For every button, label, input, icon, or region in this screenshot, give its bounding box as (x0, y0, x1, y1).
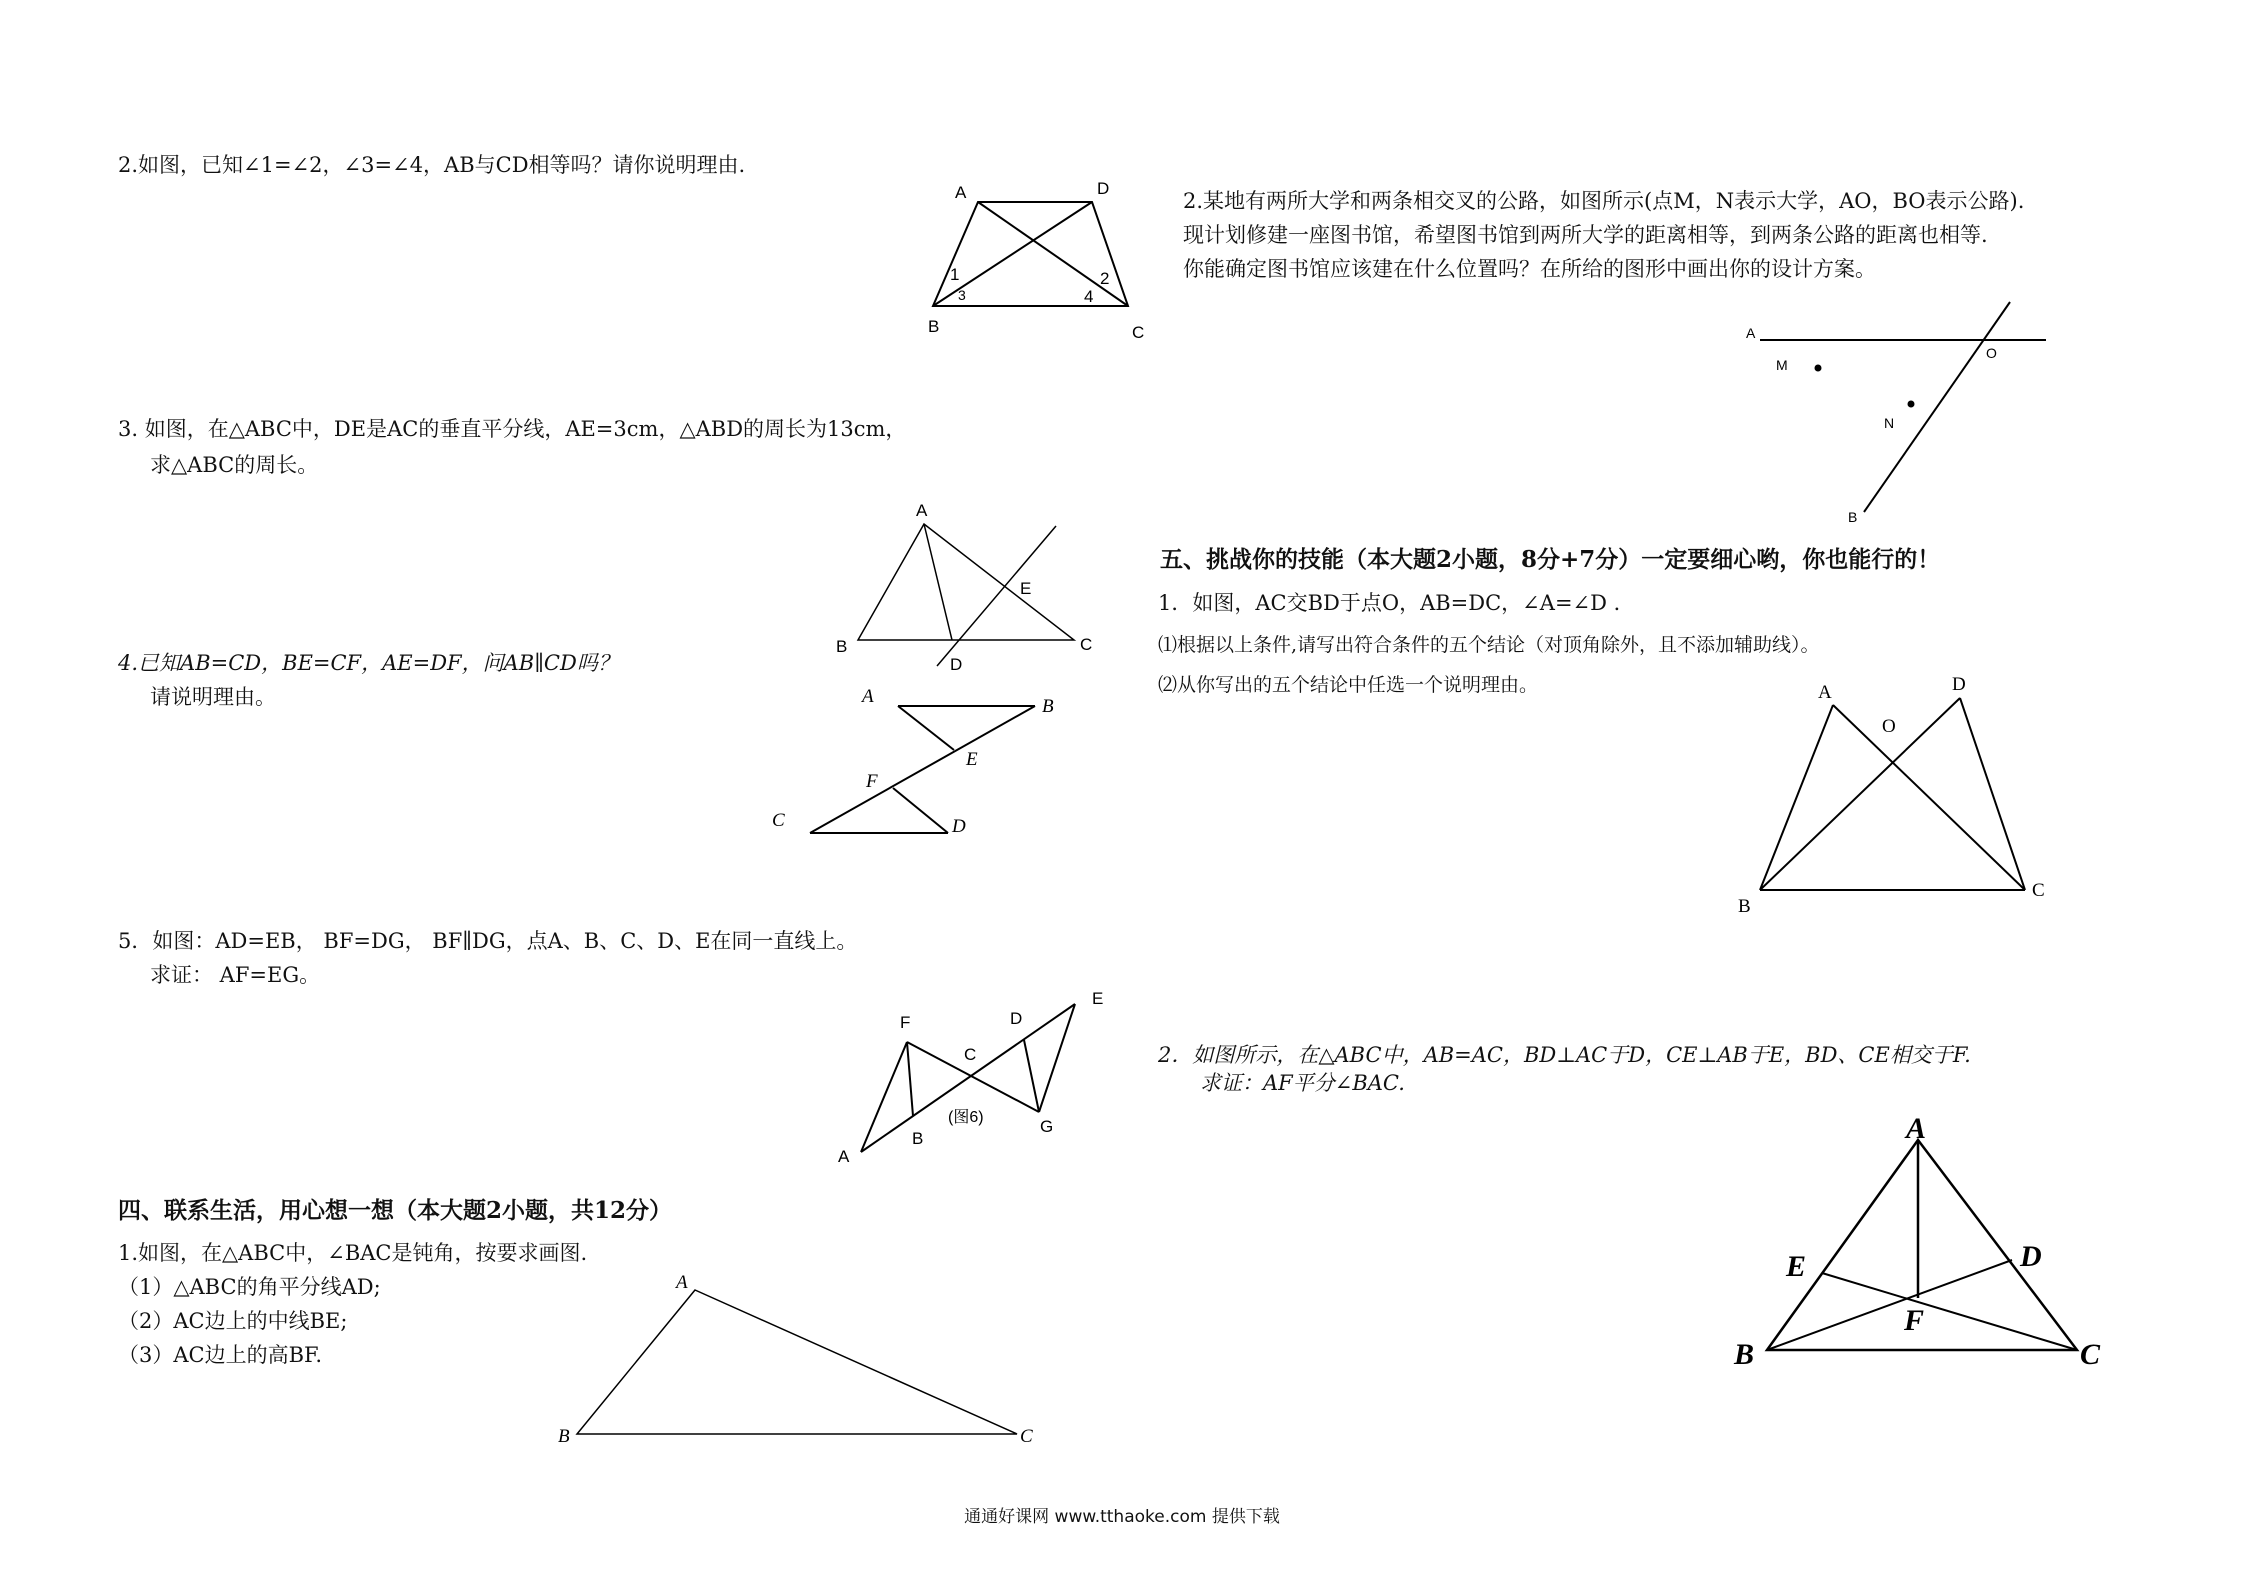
label-a: A (916, 501, 928, 520)
label-b: B (1734, 1338, 1755, 1371)
label-a: A (1818, 682, 1832, 703)
label-f: F (866, 771, 878, 792)
q4-text-line1: 4.已知AB=CD，BE=CF，AE=DF，问AB∥CD吗？ (118, 651, 619, 675)
label-b: B (836, 637, 848, 656)
r-q2-line1: 2.某地有两所大学和两条相交叉的公路，如图所示(点M，N表示大学，AO，BO表示公路). (1183, 189, 2025, 213)
s5-q2-line1: 2．如图所示，在△ABC中，AB=AC，BD⊥AC于D，CE⊥AB于E，BD、CE相交于F. (1158, 1043, 1971, 1067)
label-g: G (1040, 1117, 1054, 1136)
label-c: C (772, 810, 785, 831)
label-b: B (558, 1426, 570, 1447)
q5-text-line1: 5．如图：AD=EB， BF=DG， BF∥DG，点A、B、C、D、E在同一直线上。 (118, 929, 858, 953)
s5-q2-line2: 求证：AF平分∠BAC. (1200, 1071, 1405, 1095)
label-f: F (900, 1013, 911, 1032)
label-o: O (1882, 716, 1896, 737)
label-c: C (1020, 1426, 1033, 1447)
label-f: F (1904, 1304, 1925, 1337)
label-a: A (1746, 325, 1756, 341)
label-c: C (964, 1045, 977, 1064)
section5-heading: 五、挑战你的技能（本大题2小题，8分+7分）一定要细心哟，你也能行的！ (1160, 546, 1941, 573)
s4-q1-item: （2）AC边上的中线BE; (118, 1309, 348, 1333)
segment-ec (1822, 1273, 2077, 1350)
label-m: M (1776, 357, 1788, 373)
label-d: D (1097, 179, 1110, 198)
label-d: D (1010, 1009, 1023, 1028)
s5-q1-line3: ⑵从你写出的五个结论中任选一个说明理由。 (1158, 674, 1539, 696)
angle-4-label: 4 (1084, 287, 1094, 306)
label-e: E (966, 749, 978, 770)
label-b: B (1848, 509, 1858, 525)
q5-text-line2: 求证： AF=EG。 (150, 963, 321, 987)
angle-2-label: 2 (1100, 269, 1110, 288)
q2-text: 2.如图，已知∠1=∠2，∠3=∠4，AB与CD相等吗？请你说明理由. (118, 153, 746, 177)
label-o: O (1986, 345, 1997, 361)
label-e: E (1020, 579, 1032, 598)
s4-q1-item: （1）△ABC的角平分线AD; (118, 1275, 381, 1299)
s4-q1-item: （3）AC边上的高BF. (118, 1343, 323, 1367)
label-d: D (1952, 674, 1966, 695)
label-a: A (955, 183, 967, 202)
angle-1-label: 1 (950, 265, 960, 284)
label-d: D (952, 816, 966, 837)
label-e: E (1092, 989, 1104, 1008)
label-a: A (838, 1147, 850, 1166)
label-c: C (1080, 635, 1093, 654)
label-b: B (1738, 896, 1751, 917)
label-a: A (1906, 1112, 1927, 1145)
label-e: E (1786, 1250, 1807, 1283)
label-b: B (928, 317, 940, 336)
q4-text-line2: 请说明理由。 (150, 685, 276, 709)
label-d: D (2020, 1240, 2042, 1273)
section4-heading: 四、联系生活，用心想一想（本大题2小题，共12分） (118, 1197, 673, 1224)
label-c: C (1132, 323, 1145, 342)
label-n: N (1884, 415, 1895, 431)
label-c: C (2032, 880, 2045, 901)
s5-q1-line1: 1．如图，AC交BD于点O，AB=DC，∠A=∠D ． (1158, 591, 1635, 615)
q3-text-line2: 求△ABC的周长。 (150, 453, 319, 477)
label-b: B (1042, 696, 1054, 717)
label-c: C (2080, 1338, 2101, 1371)
r-q2-line2: 现计划修建一座图书馆，希望图书馆到两所大学的距离相等，到两条公路的距离也相等. (1183, 223, 1988, 247)
label-a: A (862, 686, 874, 707)
label-b: B (912, 1129, 924, 1148)
figure-caption: (图6) (948, 1109, 984, 1126)
label-a: A (676, 1272, 688, 1293)
s4-q1-intro: 1.如图，在△ABC中，∠BAC是钝角，按要求画图. (118, 1241, 588, 1265)
s5-q1-line2: ⑴根据以上条件,请写出符合条件的五个结论（对顶角除外，且不添加辅助线）。 (1158, 634, 1820, 656)
angle-3-label: 3 (958, 287, 966, 303)
label-d: D (950, 655, 963, 674)
r-q2-line3: 你能确定图书馆应该建在什么位置吗？在所给的图形中画出你的设计方案。 (1183, 257, 1876, 281)
page-footer: 通通好课网 www.tthaoke.com 提供下载 (964, 1507, 1280, 1527)
q3-text-line1: 3. 如图，在△ABC中，DE是AC的垂直平分线，AE=3cm，△ABD的周长为13cm， (118, 417, 907, 441)
